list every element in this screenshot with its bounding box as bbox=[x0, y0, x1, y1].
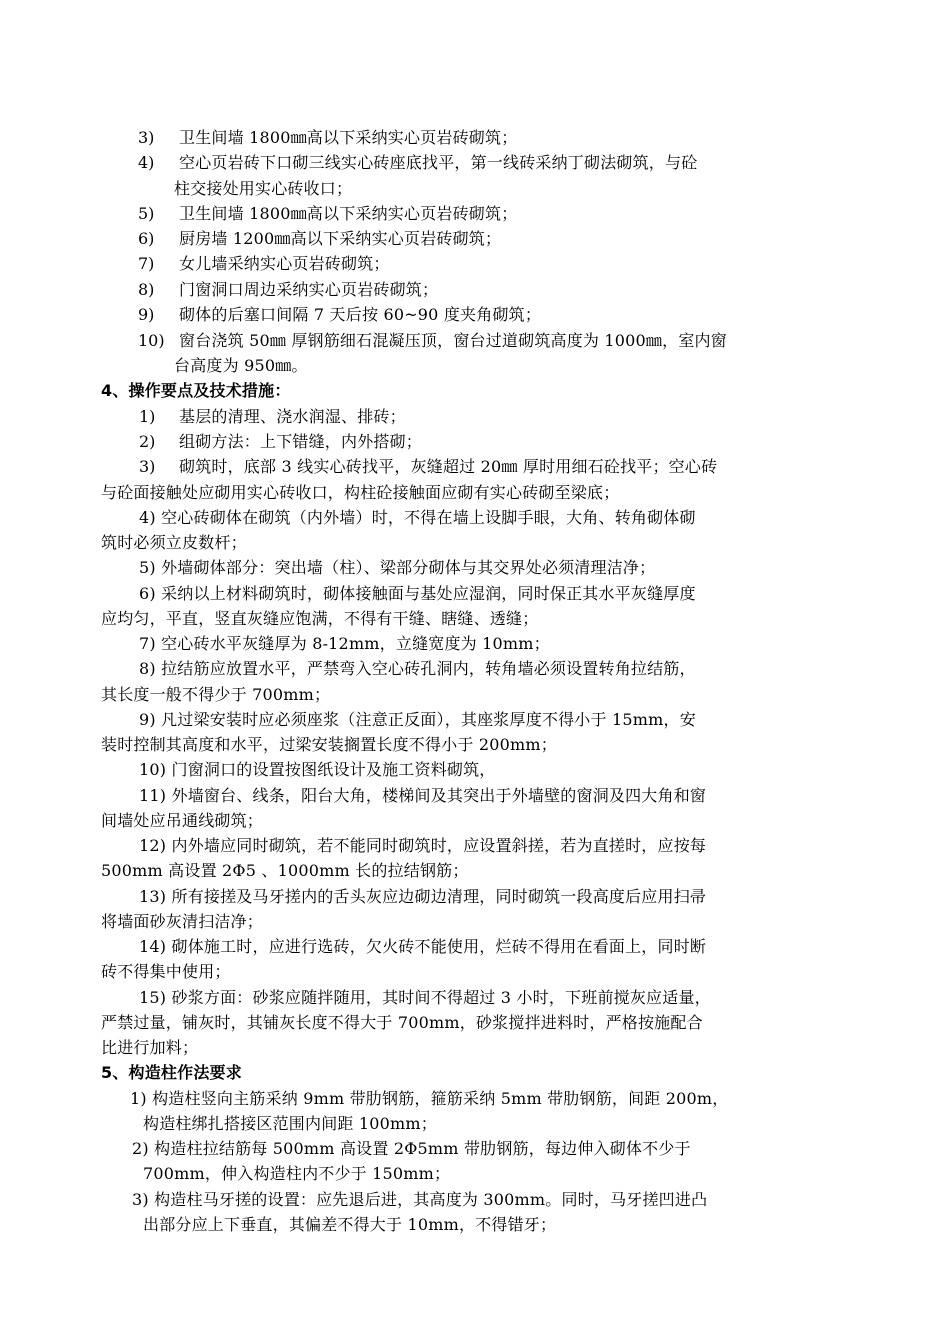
list-text: 其长度一般不得少于 700mm； bbox=[101, 685, 331, 704]
list-text: 11) 外墙窗台、线条，阳台大角，楼梯间及其突出于外墙壁的窗洞及四大角和窗 bbox=[139, 786, 707, 805]
list-text: 砖不得集中使用； bbox=[101, 962, 231, 981]
list-text: 与砼面接触处应砌用实心砖收口，构柱砼接触面应砌有实心砖砌至梁底； bbox=[101, 483, 620, 502]
list-text: 间墙处应吊通线砌筑； bbox=[101, 811, 264, 830]
list-text: 13) 所有接搓及马牙搓内的舌头灰应边砌边清理，同时砌筑一段高度后应用扫帚 bbox=[139, 887, 707, 906]
list-text: 女儿墙采纳实心页岩砖砌筑； bbox=[179, 254, 390, 273]
list-text: 卫生间墙 1800㎜高以下采纳实心页岩砖砌筑； bbox=[179, 204, 518, 223]
list-text: 6) 采纳以上材料砌筑时，砌体接触面与基处应湿润，同时保正其水平灰缝厚度 bbox=[139, 584, 696, 603]
list-text: 7) 空心砖水平灰缝厚为 8-12mm，立缝宽度为 10mm； bbox=[139, 634, 550, 653]
list-text: 窗台浇筑 50㎜ 厚钢筋细石混凝压顶，窗台过道砌筑高度为 1000㎜，室内窗 bbox=[179, 331, 727, 350]
list-text: 筑时必须立皮数杆； bbox=[101, 533, 247, 552]
list-number: 9) bbox=[138, 305, 155, 324]
list-text: 比进行加料； bbox=[101, 1038, 199, 1057]
list-text: 14) 砌体施工时，应进行选砖，欠火砖不能使用，烂砖不得用在看面上，同时断 bbox=[139, 937, 707, 956]
list-number: 3) bbox=[139, 457, 156, 476]
section-heading: 5、构造柱作法要求 bbox=[101, 1063, 242, 1082]
list-text: 出部分应上下垂直，其偏差不得大于 10mm，不得错牙； bbox=[143, 1215, 557, 1234]
list-number: 2) bbox=[139, 432, 156, 451]
list-text: 8) 拉结筋应放置水平，严禁弯入空心砖孔洞内，转角墙必须设置转角拉结筋， bbox=[139, 659, 696, 678]
list-number: 10) bbox=[138, 331, 165, 350]
list-text: 10) 门窗洞口的设置按图纸设计及施工资料砌筑， bbox=[139, 760, 496, 779]
list-text: 柱交接处用实心砖收口； bbox=[174, 179, 353, 198]
list-text: 应均匀，平直，竖直灰缝应饱满，不得有干缝、瞎缝、透缝； bbox=[101, 609, 539, 628]
list-text: 门窗洞口周边采纳实心页岩砖砌筑； bbox=[179, 280, 439, 299]
list-text: 构造柱绑扎搭接区范围内间距 100mm； bbox=[143, 1114, 437, 1133]
list-number: 6) bbox=[138, 229, 155, 248]
list-text: 12) 内外墙应同时砌筑，若不能同时砌筑时，应设置斜搓，若为直搓时，应按每 bbox=[139, 836, 707, 855]
list-number: 5) bbox=[138, 204, 155, 223]
list-text: 台高度为 950㎜。 bbox=[174, 356, 308, 375]
list-number: 4) bbox=[138, 153, 155, 172]
list-text: 砌体的后塞口间隔 7 天后按 60~90 度夹角砌筑； bbox=[179, 305, 542, 324]
list-text: 4) 空心砖砌体在砌筑（内外墙）时，不得在墙上设脚手眼，大角、转角砌体砌 bbox=[139, 508, 696, 527]
list-text: 严禁过量，铺灰时，其铺灰长度不得大于 700mm，砂浆搅拌进料时，严格按施配合 bbox=[101, 1013, 703, 1032]
list-text: 15) 砂浆方面：砂浆应随拌随用，其时间不得超过 3 小时，下班前搅灰应适量， bbox=[139, 988, 711, 1007]
list-text: 5) 外墙砌体部分：突出墙（柱）、梁部分砌体与其交界处必须清理洁净； bbox=[139, 558, 656, 577]
list-text: 砌筑时，底部 3 线实心砖找平，灰缝超过 20㎜ 厚时用细石砼找平；空心砖 bbox=[179, 457, 718, 476]
section-heading: 4、操作要点及技术措施： bbox=[101, 381, 291, 400]
list-text: 9) 凡过梁安装时应必须座浆（注意正反面），其座浆厚度不得小于 15mm，安 bbox=[139, 710, 696, 729]
list-text: 1) 构造柱竖向主筋采纳 9mm 带肋钢筋，箍筋采纳 5mm 带肋钢筋，间距 200m， bbox=[130, 1089, 729, 1108]
list-text: 组砌方法：上下错缝，内外搭砌； bbox=[179, 432, 423, 451]
list-text: 3) 构造柱马牙搓的设置：应先退后进，其高度为 300mm。同时，马牙搓凹进凸 bbox=[132, 1190, 708, 1209]
list-text: 2) 构造柱拉结筋每 500mm 高设置 2Φ5mm 带肋钢筋，每边伸入砌体不少于 bbox=[132, 1139, 691, 1158]
list-text: 卫生间墙 1800㎜高以下采纳实心页岩砖砌筑； bbox=[179, 128, 518, 147]
list-text: 将墙面砂灰清扫洁净； bbox=[101, 912, 264, 931]
list-number: 8) bbox=[138, 280, 155, 299]
list-text: 空心页岩砖下口砌三线实心砖座底找平，第一线砖采纳丁砌法砌筑，与砼 bbox=[179, 153, 698, 172]
list-text: 厨房墙 1200㎜高以下采纳实心页岩砖砌筑； bbox=[179, 229, 502, 248]
list-number: 1) bbox=[139, 407, 156, 426]
list-number: 7) bbox=[138, 254, 155, 273]
list-text: 700mm，伸入构造柱内不少于 150mm； bbox=[143, 1164, 451, 1183]
list-text: 500mm 高设置 2Φ5 、1000mm 长的拉结钢筋； bbox=[101, 861, 469, 880]
list-text: 基层的清理、浇水润湿、排砖； bbox=[179, 407, 406, 426]
list-text: 装时控制其高度和水平，过梁安装搁置长度不得小于 200mm； bbox=[101, 735, 557, 754]
list-number: 3) bbox=[138, 128, 155, 147]
